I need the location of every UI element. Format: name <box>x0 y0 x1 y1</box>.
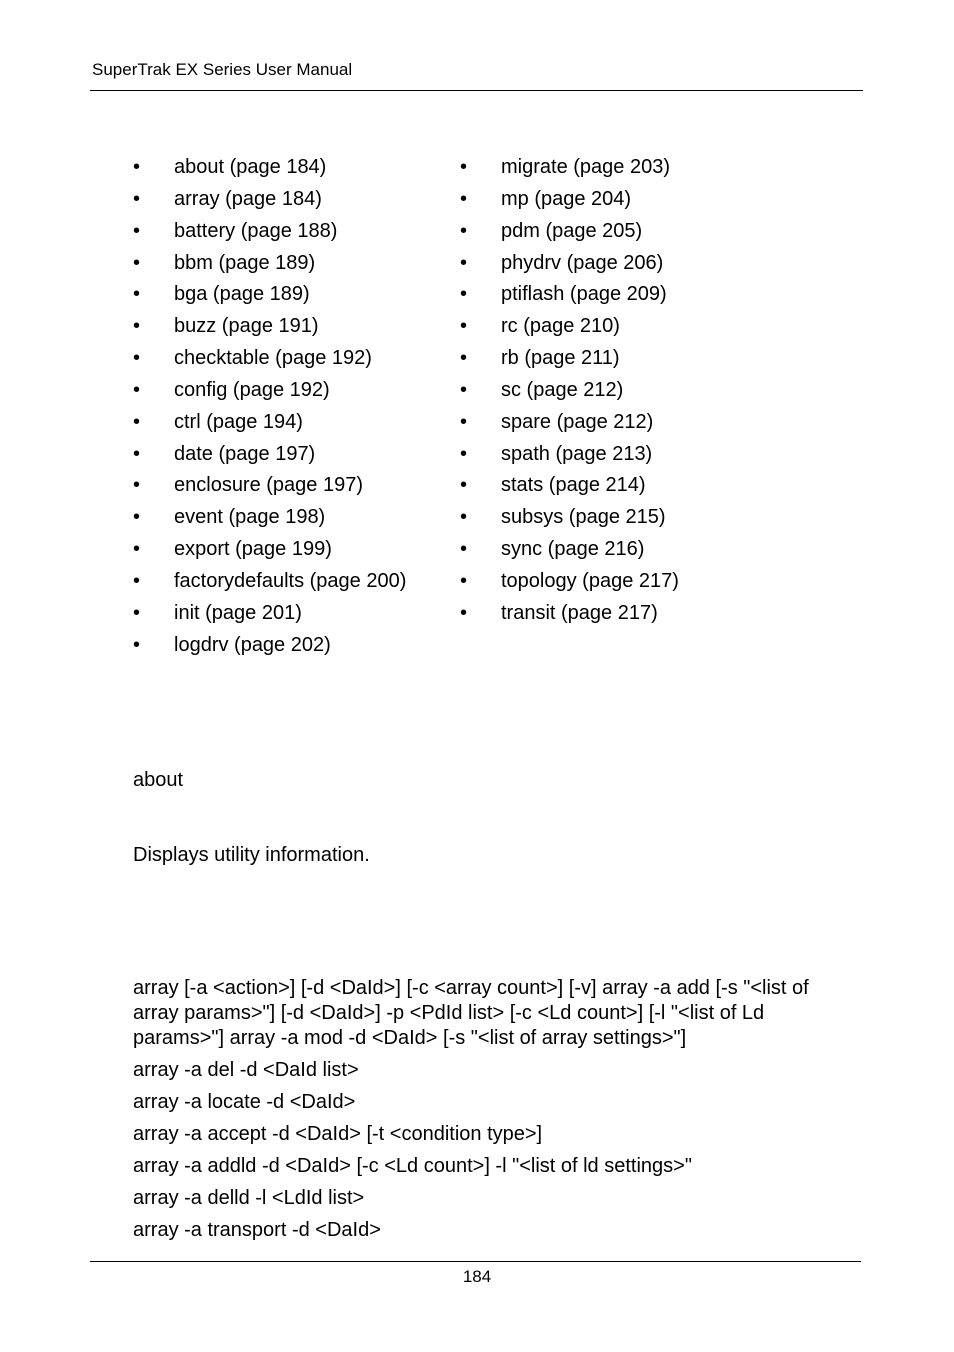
bullet: • <box>460 506 468 529</box>
command-link[interactable]: pdm (page 205) <box>501 219 643 242</box>
bullet: • <box>133 601 141 624</box>
bullet: • <box>460 347 468 370</box>
bullet: • <box>133 569 141 592</box>
command-link[interactable]: stats (page 214) <box>501 474 646 497</box>
command-link[interactable]: ptiflash (page 209) <box>501 283 667 306</box>
manual-title: SuperTrak EX Series User Manual <box>92 60 353 79</box>
about-command-name: about <box>133 769 184 791</box>
usage-line: array [-a <action>] [-d <DaId>] [-c <array count>] [-v] array -a add [-s "<list of array params>"] [-d <DaId>] -p <PdId list> [-c <Ld count>] [-l "<list of Ld params>"] array -a mod -d <DaId> [-s "<list of array settings>"] <box>133 977 809 1049</box>
command-link[interactable]: about (page 184) <box>174 156 327 178</box>
command-link[interactable]: rb (page 211) <box>501 347 620 370</box>
footer-divider <box>90 1261 861 1262</box>
bullet: • <box>133 187 141 210</box>
command-link[interactable]: battery (page 188) <box>174 219 338 242</box>
command-link[interactable]: buzz (page 191) <box>174 315 319 338</box>
command-link[interactable]: enclosure (page 197) <box>174 474 364 497</box>
usage-line: array -a delld -l <LdId list> <box>133 1187 365 1209</box>
command-link[interactable]: spare (page 212) <box>501 410 654 433</box>
bullet: • <box>460 251 468 274</box>
usage-line: array -a addld -d <DaId> [-c <Ld count>] -l "<list of ld settings>" <box>133 1155 692 1177</box>
bullet: • <box>460 219 468 242</box>
bullet: • <box>460 283 468 306</box>
command-link[interactable]: sync (page 216) <box>501 538 645 561</box>
bullet: • <box>133 378 141 401</box>
bullet: • <box>460 601 468 624</box>
bullet: • <box>460 410 468 433</box>
command-link[interactable]: rc (page 210) <box>501 315 620 338</box>
command-link[interactable]: migrate (page 203) <box>501 156 670 178</box>
command-link[interactable]: phydrv (page 206) <box>501 251 664 274</box>
usage-line: array -a locate -d <DaId> <box>133 1091 356 1113</box>
bullet: • <box>460 442 468 465</box>
bullet: • <box>133 156 141 178</box>
bullet: • <box>133 283 141 306</box>
command-link[interactable]: spath (page 213) <box>501 442 653 465</box>
command-link[interactable]: mp (page 204) <box>501 187 632 210</box>
bullet: • <box>133 633 141 656</box>
header-divider <box>90 90 863 91</box>
bullet: • <box>133 506 141 529</box>
command-link[interactable]: sc (page 212) <box>501 378 624 401</box>
bullet: • <box>133 219 141 242</box>
about-description: Displays utility information. <box>133 844 370 866</box>
bullet: • <box>133 315 141 338</box>
command-link[interactable]: init (page 201) <box>174 601 302 624</box>
command-link[interactable]: export (page 199) <box>174 538 332 561</box>
command-link[interactable]: logdrv (page 202) <box>174 633 331 656</box>
command-link[interactable]: subsys (page 215) <box>501 506 666 529</box>
usage-line: array -a transport -d <DaId> <box>133 1219 381 1241</box>
command-link[interactable]: bbm (page 189) <box>174 251 316 274</box>
command-link[interactable]: event (page 198) <box>174 506 326 529</box>
bullet: • <box>133 538 141 561</box>
usage-line: array -a accept -d <DaId> [-t <condition type>] <box>133 1123 543 1145</box>
bullet: • <box>460 378 468 401</box>
bullet: • <box>133 347 141 370</box>
bullet: • <box>133 442 141 465</box>
command-link[interactable]: ctrl (page 194) <box>174 410 303 433</box>
bullet: • <box>460 474 468 497</box>
bullet: • <box>460 315 468 338</box>
command-link[interactable]: checktable (page 192) <box>174 347 372 370</box>
bullet: • <box>460 538 468 561</box>
bullet: • <box>133 410 141 433</box>
command-link[interactable]: topology (page 217) <box>501 569 679 592</box>
bullet: • <box>460 569 468 592</box>
command-link[interactable]: factorydefaults (page 200) <box>174 569 407 592</box>
bullet: • <box>460 156 468 178</box>
command-link[interactable]: config (page 192) <box>174 378 330 401</box>
bullet: • <box>133 251 141 274</box>
command-link[interactable]: array (page 184) <box>174 187 322 210</box>
page-number: 184 <box>462 1267 492 1286</box>
command-link[interactable]: bga (page 189) <box>174 283 310 306</box>
command-link[interactable]: date (page 197) <box>174 442 316 465</box>
usage-line: array -a del -d <DaId list> <box>133 1059 359 1081</box>
bullet: • <box>460 187 468 210</box>
command-link[interactable]: transit (page 217) <box>501 601 658 624</box>
array-usage <box>133 976 843 1250</box>
bullet: • <box>133 474 141 497</box>
